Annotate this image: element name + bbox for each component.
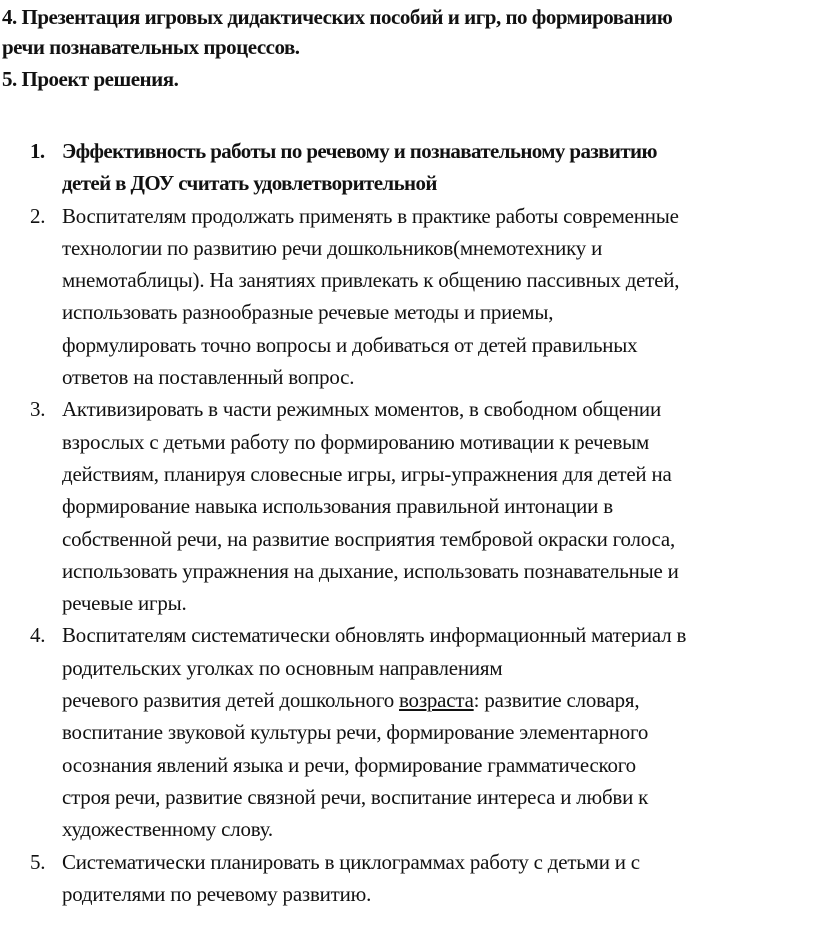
list-item-1-line-1: Эффективность работы по речевому и познавательному развитию xyxy=(62,139,657,163)
list-item-5 xyxy=(0,846,816,911)
list-item-4-line-7: художественному слову. xyxy=(62,817,273,842)
list-item-3-line-7: речевые игры. xyxy=(62,591,187,616)
list-item-4-line-1: Воспитателям систематически обновлять информационный материал в xyxy=(62,623,687,648)
list-item-4-line-2: родительских уголках по основным направлениям xyxy=(62,655,503,680)
list-item-2-line-3: мнемотаблицы). На занятиях привлекать к общению пассивных детей, xyxy=(62,268,680,293)
section-4-heading-line-2: речи познавательных процессов. xyxy=(2,35,300,59)
list-item-3-line-3: действиям, планируя словесные игры, игры-упражнения для детей на xyxy=(62,461,672,486)
list-item-4-line-3-tail: : развитие словаря, xyxy=(473,688,640,713)
list-item-2 xyxy=(0,200,816,394)
list-item-2-line-6: ответов на поставленный вопрос. xyxy=(62,365,355,390)
list-item-3-line-2: взрослых с детьми работу по формированию мотивации к речевым xyxy=(62,429,650,454)
list-item-4-line-4: воспитание звуковой культуры речи, формирование элементарного xyxy=(62,720,649,745)
list-item-3-line-6: использовать упражнения на дыхание, использовать познавательные и xyxy=(62,558,679,583)
section-5-heading: 5. Проект решения. xyxy=(2,67,179,91)
list-item-5-line-1: Систематически планировать в циклограммах работу с детьми и с xyxy=(62,849,640,874)
list-number-4: 4. xyxy=(30,623,46,648)
list-item-3-line-1: Активизировать в части режимных моментов, в свободном общении xyxy=(62,397,661,422)
list-item-5-line-2: родителями по речевому развитию. xyxy=(62,881,372,906)
list-item-2-line-4: использовать разнообразные речевые методы и приемы, xyxy=(62,300,554,325)
list-number-1: 1. xyxy=(30,139,45,163)
list-item-1 xyxy=(0,135,816,200)
list-item-3-line-5: собственной речи, на развитие восприятия тембровой окраски голоса, xyxy=(62,526,676,551)
list-item-2-line-5: формулировать точно вопросы и добиваться от детей правильных xyxy=(62,332,638,357)
list-item-4-line-3-text: речевого развития детей дошкольного xyxy=(62,688,400,713)
list-number-5: 5. xyxy=(30,849,46,874)
list-number-3: 3. xyxy=(30,397,46,422)
list-number-2: 2. xyxy=(30,203,46,228)
list-item-3-line-4: формирование навыка использования правильной интонации в xyxy=(62,494,613,519)
decision-list xyxy=(0,135,816,910)
list-item-2-line-1: Воспитателям продолжать применять в практике работы современные xyxy=(62,203,679,228)
list-item-3 xyxy=(0,393,816,619)
list-item-4 xyxy=(0,619,816,845)
age-link[interactable]: возраста xyxy=(399,688,474,713)
list-item-4-line-6: строя речи, развитие связной речи, воспитание интереса и любви к xyxy=(62,784,649,809)
list-item-4-line-5: осознания явлений языка и речи, формирование грамматического xyxy=(62,752,636,777)
list-item-2-line-2: технологии по развитию речи дошкольников(мнемотехнику и xyxy=(62,235,603,260)
list-item-1-line-2: детей в ДОУ считать удовлетворительной xyxy=(62,171,437,196)
list-item-4-line-3 xyxy=(62,684,814,716)
section-4-heading-line-1: 4. Презентация игровых дидактических пособий и игр, по формированию xyxy=(2,5,673,29)
